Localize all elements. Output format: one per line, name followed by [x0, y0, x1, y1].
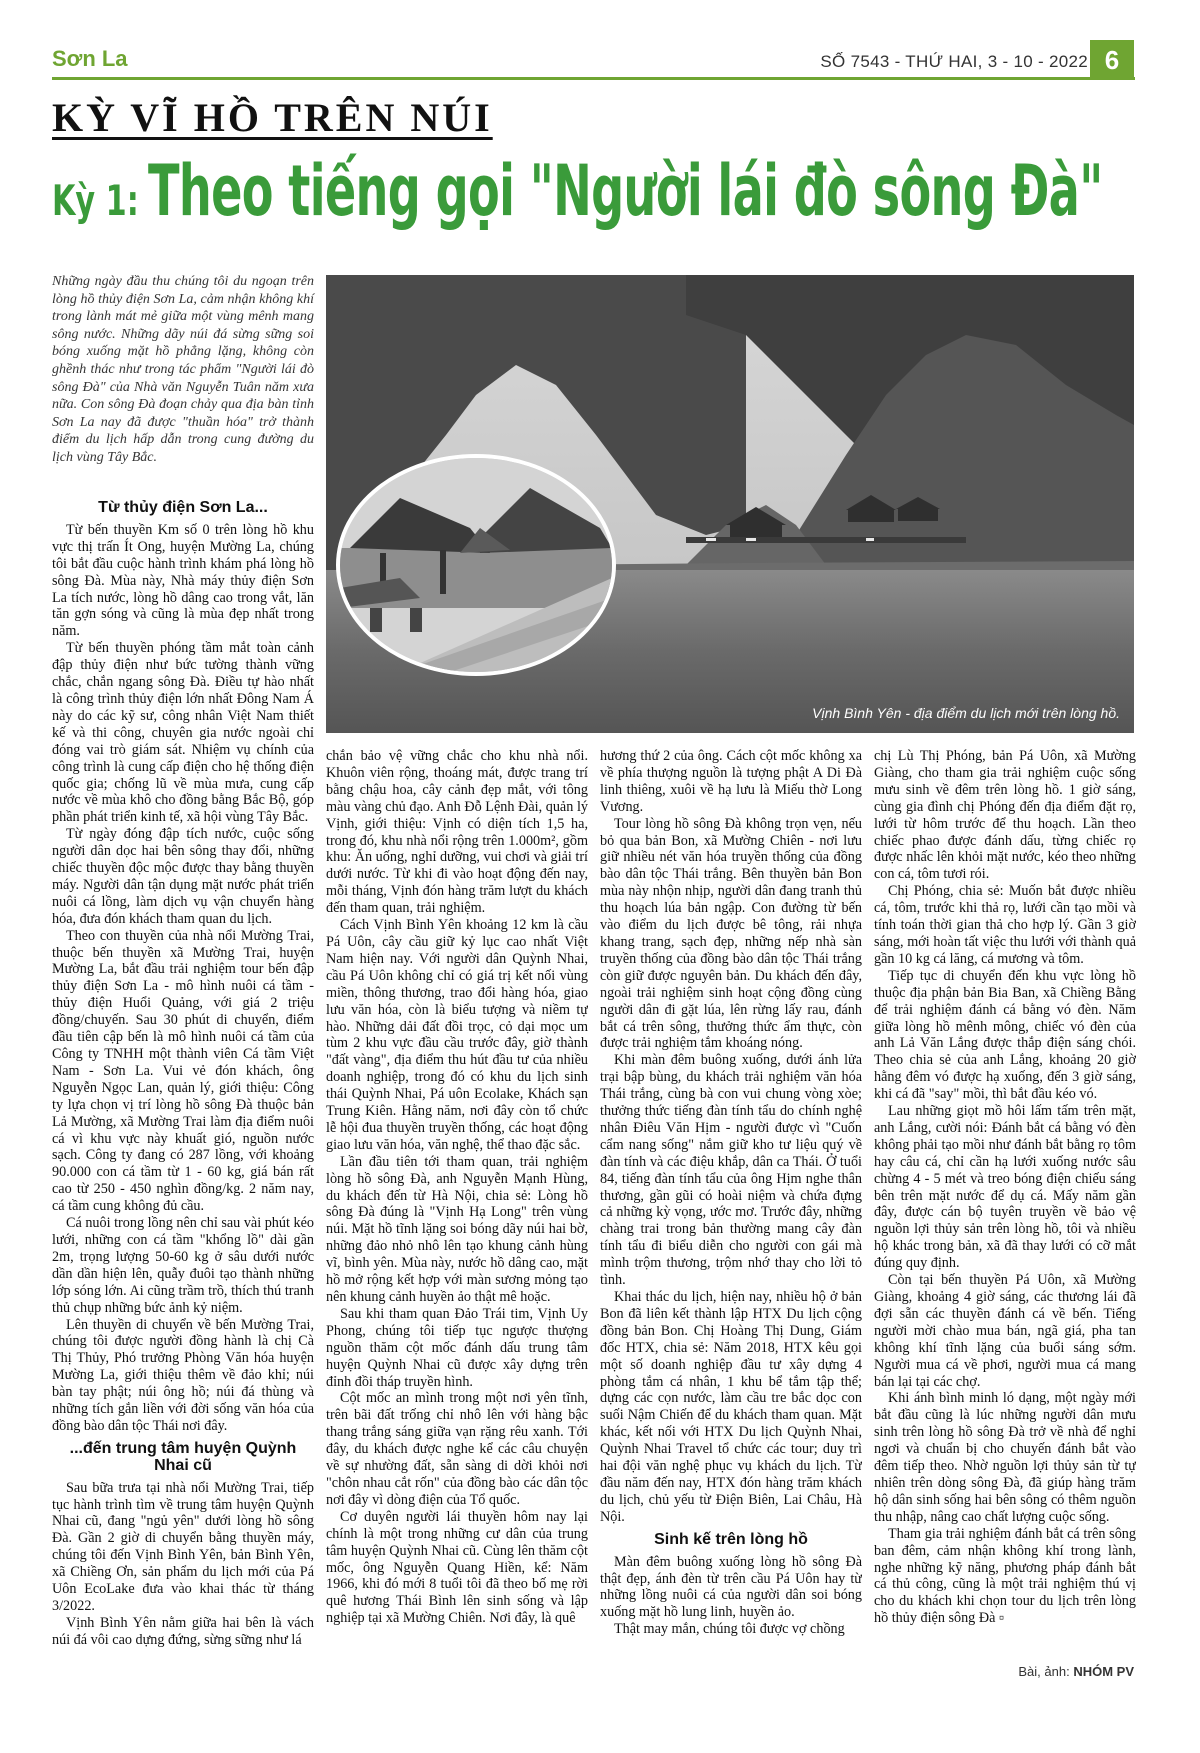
column-1	[52, 494, 314, 1690]
headline	[52, 150, 1142, 232]
photo-caption: Vịnh Bình Yên - địa điểm du lịch mới trên lòng hồ.	[812, 705, 1120, 721]
paragraph: Còn tại bến thuyền Pá Uôn, xã Mường Giàng, khoảng 4 giờ sáng, các thương lái đã đợi sẵn các thuyền đánh cá về bến. Tiếng người mời chào mua bán, ngã giá, pha tan không khí tĩnh lặng của buổi sáng sớm. Người mua cá về phơi, người mua cá mang bán lại tại các chợ.	[874, 1272, 1136, 1390]
paragraph: Từ ngày đóng đập tích nước, cuộc sống người dân dọc hai bên sông thay đổi, những chiếc thuyền độc mộc được thay bằng thuyền máy. Người dân tận dụng mặt nước phát triển nuôi cá lồng, làm dịch vụ vận chuyển hàng hóa, đưa đón khách tham quan du lịch.	[52, 826, 314, 927]
section-label: Sơn La	[52, 46, 128, 71]
column-2	[326, 748, 588, 1690]
inset-photo	[336, 454, 616, 676]
lead-paragraph: Những ngày đầu thu chúng tôi du ngoạn trên lòng hồ thủy điện Sơn La, cảm nhận không khí trong lành mát mẻ giữa một vùng mênh mang sông nước. Những dãy núi đá sừng sững soi bóng xuống mặt hồ phẳng lặng, không còn ghềnh thác như trong tác phẩm "Người lái đò sông Đà" của Nhà văn Nguyễn Tuân năm xưa nữa. Con sông Đà đoạn chảy qua địa bàn tỉnh Sơn La nay đã được "thuần hóa" trở thành điểm du lịch hấp dẫn trong cung đường du lịch vùng Tây Bắc.	[52, 274, 314, 465]
headline-title: Theo tiếng gọi "Người lái đò sông Đà"	[148, 150, 1103, 232]
subhead-3: Sinh kế trên lòng hồ	[654, 1530, 808, 1548]
headline-part: Kỳ 1:	[52, 176, 139, 225]
paragraph: Sau khi tham quan Đảo Trái tim, Vịnh Uy Phong, chúng tôi tiếp tục ngược thượng nguồn thăm cột mốc đánh dấu trung tâm huyện Quỳnh Nhai cũ được xây dựng trên đỉnh đồi tháp truyền hình.	[326, 1305, 588, 1390]
paragraph: Khai thác du lịch, hiện nay, nhiều hộ ở bản Bon đã liên kết thành lập HTX Du lịch cộng đồng bản Bon. Chị Hoàng Thị Dung, Giám đốc HTX, chia sẻ: Năm 2018, HTX kêu gọi một số doanh nghiệp đầu tư xây dựng 4 phòng tắm cá nhân, 1 khu bể tắm tập thể; dựng các cọn nước, làm cầu tre bắc dọc con suối Nậm Chiến để du khách tham quan. Mặt khác, kết nối với HTX Du lịch Quỳnh Nhai, Quỳnh Nhai Travel tổ chức các tour; duy trì hai đội văn nghệ phục vụ khách du lịch. Từ đầu năm đến nay, HTX đón hàng trăm khách du lịch, chủ yếu từ Điện Biên, Lai Châu, Hà Nội.	[600, 1289, 862, 1525]
paragraph: Khi ánh bình minh ló dạng, một ngày mới bắt đầu cũng là lúc những người dân mưu sinh trên lòng hồ sông Đà trở về nhà để nghỉ ngơi và chuẩn bị cho chuyến đánh bắt vào đêm tiếp theo. Nhờ nguồn lợi thủy sản từ tự nhiên trên dòng sông Đà, đã giúp hàng trăm hộ dân sinh sống hai bên sông có thêm nguồn thu nhập, nâng cao chất lượng cuộc sống.	[874, 1390, 1136, 1525]
column-3	[600, 748, 862, 1688]
paragraph: Từ bến thuyền phóng tầm mắt toàn cảnh đập thủy điện như bức tường thành vững chắc, chắn ngang sông Đà. Điều tự hào nhất là công trình thủy điện lớn nhất Đông Nam Á này do các kỹ sư, công nhân Việt Nam thiết kế và thi công, chuyên gia nước ngoài chỉ đóng vai trò giám sát. Nhiệm vụ chính của công trình là cung cấp điện cho hệ thống điện quốc gia; chống lũ về mùa mưa, cung cấp nước về mùa khô cho đồng bằng Bắc Bộ, góp phần phát triển kinh tế, xã hội vùng Tây Bắc.	[52, 640, 314, 826]
series-title: KỲ VĨ HỒ TRÊN NÚI	[52, 95, 493, 140]
paragraph: Màn đêm buông xuống lòng hồ sông Đà thật đẹp, ánh đèn từ trên cầu Pá Uôn hay từ những lồng nuôi cá của người dân soi bóng xuống mặt hồ lung linh, huyền ảo.	[600, 1553, 862, 1621]
paragraph: Lau những giọt mồ hôi lấm tấm trên mặt, anh Lắng, cười nói: Đánh bắt cá bằng vó đèn không phải tạo mồi như đánh bắt bằng rọ tôm hay câu cá, chỉ cần hạ lưới xuống nước sâu chừng 4 - 5 mét và treo bóng điện chiếu sáng bên trên mặt nước để dụ cá. Mấy năm gần đây, được cán bộ tuyên truyền về bảo vệ nguồn lợi thủy sản trên lòng hồ, tôi và nhiều hộ khác trong bản, xã đã thay lưới có cỡ mắt đúng quy định.	[874, 1103, 1136, 1272]
byline-prefix: Bài, ảnh:	[1018, 1664, 1070, 1679]
paragraph: Vịnh Bình Yên nằm giữa hai bên là vách núi đá vôi cao dựng đứng, sừng sững như lá	[52, 1614, 314, 1648]
issue-info: SỐ 7543 - THỨ HAI, 3 - 10 - 2022	[820, 52, 1088, 71]
paragraph: Cơ duyên người lái thuyền hôm nay lại chính là một trong những cư dân của trung tâm huyện Quỳnh Nhai cũ. Cùng lên thăm cột mốc, ông Nguyễn Quang Hiền, kể: Năm 1966, khi đó mới 8 tuổi tôi đã theo bố mẹ rời quê hương Thái Bình lên sinh sống và lập nghiệp tại xã Mường Chiên. Nơi đây, là quê	[326, 1508, 588, 1627]
paragraph: chị Lù Thị Phóng, bản Pá Uôn, xã Mường Giàng, cho tham gia trải nghiệm cuộc sống mưu sinh về đêm trên lòng hồ. 1 giờ sáng, cùng gia đình chị Phóng đến địa điểm đặt rọ, lưới từ hôm trước để thu hoạch. Lần theo chiếc phao được đánh dấu, từng chiếc rọ được nhấc lên khỏi mặt nước, kéo theo những con cá, tôm tươi rói.	[874, 748, 1136, 883]
byline-author: NHÓM PV	[1073, 1664, 1134, 1679]
paragraph: Từ bến thuyền Km số 0 trên lòng hồ khu vực thị trấn Ít Ong, huyện Mường La, chúng tôi bắt đầu cuộc hành trình khám phá lòng hồ sông Đà. Mùa này, Nhà máy thủy điện Sơn La tích nước, lòng hồ dâng cao trong vắt, lăn tăn gợn sóng và cũng là mùa đẹp nhất trong năm.	[52, 521, 314, 640]
paragraph: Tham gia trải nghiệm đánh bắt cá trên sông ban đêm, cảm nhận không khí trong lành, nghe những kỹ năng, phương pháp đánh bắt cá thủ công, cũng là một trải nghiệm thú vị cho du khách khi chọn tour du lịch trên lòng hồ thủy điện sông Đà ▫	[874, 1525, 1136, 1627]
paragraph: Tour lòng hồ sông Đà không trọn vẹn, nếu bỏ qua bản Bon, xã Mường Chiên - nơi lưu giữ nhiều nét văn hóa truyền thống của đồng bào dân tộc Thái trắng. Bên thuyền bản Bon mùa này nhộn nhịp, người dân đang tranh thủ thu hoạch lúa bản ngập. Con đường từ bến vào điểm du lịch được bê tông, rải nhựa khang trang, sạch đẹp, những nếp nhà sàn truyền thống của đồng bào dân tộc Thái trắng còn giữ được nguyên bản. Du khách đến đây, ngoài trải nghiệm sinh hoạt cộng đồng cùng người dân đi gặt lúa, lên rừng lấy rau, đánh bắt cá trên sông, thưởng thức ẩm thực, còn được trải nghiệm tắm khoáng nóng.	[600, 815, 862, 1052]
paragraph: hương thứ 2 của ông. Cách cột mốc không xa về phía thượng nguồn là tượng phật A Di Đà linh thiêng, xuôi về hạ lưu là Miếu thờ Long Vương.	[600, 748, 862, 815]
paragraph: Sau bữa trưa tại nhà nổi Mường Trai, tiếp tục hành trình tìm về trung tâm huyện Quỳnh Nhai cũ, đang "ngủ yên" dưới lòng hồ sông Đà. Gần 2 giờ di chuyển bằng thuyền máy, chúng tôi đến Vịnh Bình Yên, bản Bình Yên, xã Chiềng Ơn, sản phẩm du lịch mới của Pá Uôn EcoLake đưa vào khai thác từ tháng 3/2022.	[52, 1479, 314, 1614]
floating-house-image	[340, 458, 612, 672]
paragraph: chắn bảo vệ vững chắc cho khu nhà nổi. Khuôn viên rộng, thoáng mát, được trang trí bằng chậu hoa, cây cảnh đẹp mắt, với tông màu vàng chủ đạo. Anh Đỗ Lệnh Đài, quản lý Vịnh, giới thiệu: Vịnh có diện tích 1,5 ha, trong đó, khu nhà nổi rộng trên 1.000m², gồm khu: Ăn uống, nghỉ dưỡng, vui chơi và giải trí dưới nước. Từ khi đi vào hoạt động đến nay, mỗi tháng, Vịnh đón hàng trăm lượt du khách đến tham quan, trải nghiệm.	[326, 748, 588, 917]
paragraph: Theo con thuyền của nhà nổi Mường Trai, thuộc bến thuyền xã Mường Trai, huyện Mường La, bắt đầu trải nghiệm tour bến đập thủy điện Sơn La - mô hình nuôi cá tầm - thủy điện Huổi Quảng, với giá 2 triệu đồng/chuyến. Sau 30 phút di chuyển, điểm đầu tiên cập bến là mô hình nuôi cá tầm của Công ty TNHH một thành viên Cá tầm Việt Nam - Sơn La. Vui vẻ đón khách, ông Nguyễn Ngọc Lan, quản lý, giới thiệu: Công ty lựa chọn vị trí lòng hồ sông Đà thuộc bản Lả Mường, xã Mường Trai làm địa điểm nuôi cá vì khu vực này khuất gió, nguồn nước sạch. Công ty đang có 287 lồng, với khoảng 90.000 con cá tầm từ 1 - 60 kg, giá bán rất cao từ 250 - 450 nghìn đồng/kg. 2 năm nay, cá tầm cung không đủ cầu.	[52, 927, 314, 1215]
page-number-badge: 6	[1090, 40, 1134, 80]
paragraph: Chị Phóng, chia sẻ: Muốn bắt được nhiều cá, tôm, trước khi thả rọ, lưới cần tạo mồi và tính toán thời gian thả cho hợp lý. Gần 3 giờ sáng, mới hoàn tất việc thu lưới với thành quả gần 10 kg cá lăng, cá mương và tôm.	[874, 883, 1136, 967]
paragraph: Lần đầu tiên tới tham quan, trải nghiệm lòng hồ sông Đà, anh Nguyễn Mạnh Hùng, du khách đến từ Hà Nội, chia sẻ: Lòng hồ sông Đà đúng là "Vịnh Hạ Long" trên vùng núi. Mặt hồ tĩnh lặng soi bóng dãy núi hai bờ, những đảo nhỏ nhô lên tạo khung cảnh hùng vĩ, bình yên. Mùa này, nước hồ dâng cao, mặt hồ mở rộng kết hợp với màn sương mỏng tạo nên khung cảnh huyền ảo thật mê hoặc.	[326, 1153, 588, 1305]
paragraph: Thật may mắn, chúng tôi được vợ chồng	[614, 1621, 845, 1638]
paragraph: Cột mốc an mình trong một nơi yên tĩnh, trên bãi đất trống chỉ nhô lên với hàng bậc thang trắng sáng giữa vạn rặng rêu xanh. Tới đây, du khách được nghe kể các câu chuyện về sự nhường đất, sẵn sàng di dời khỏi nơi "chôn nhau cắt rốn" của đồng bào các dân tộc nơi đây vì dòng điện của Tổ quốc.	[326, 1390, 588, 1508]
paragraph: Khi màn đêm buông xuống, dưới ánh lửa trại bập bùng, du khách trải nghiệm văn hóa Thái trắng, cùng bà con vui chung vòng xòe; thưởng thức tiếng đàn tính tẩu do chính nghệ nhân Điêu Văn Hịm - người được vì "Cuốn cẩm nang sống" nắm giữ kho tư liệu quý về đàn tính và các điệu khắp, dân ca Thái. Ở tuổi 84, tiếng đàn tính tẩu của ông Hịm nghe thân thương, gần gũi có hoài niệm và chứa đựng cả những kỳ vọng, ước mơ. Trước đây, những chàng trai trong bản thường mang cây đàn tính tẩu đi biểu diễn cho người con gái mà mình trộm thương, trộm nhớ thay cho lời tỏ tình.	[600, 1052, 862, 1289]
paragraph: Cá nuôi trong lồng nên chỉ sau vài phút kéo lưới, những con cá tầm "khổng lồ" dài gần 2m, trọng lượng 50-60 kg ở sâu dưới nước dần dần hiện lên, quẫy đuôi tạo thành những lớp sóng lớn. Ai cũng trầm trồ, thích thú tranh thủ chụp những bức ảnh kỷ niệm.	[52, 1215, 314, 1316]
paragraph: Cách Vịnh Bình Yên khoảng 12 km là cầu Pá Uôn, cây cầu giữ kỷ lục cao nhất Việt Nam hiện nay. Với người dân Quỳnh Nhai, cầu Pá Uôn không chỉ có giá trị kết nối vùng miền, thông thương, trao đổi hàng hóa, giao lưu văn hóa, còn là biểu tượng và niềm tự hào. Những dải đất đồi trọc, cỏ dại mọc um tùm 2 khu vực đầu cầu trước đây, giờ thành "đất vàng", địa điểm thu hút đầu tư của nhiều doanh nghiệp, trong đó có khu du lịch sinh thái Quỳnh Nhai, Pá uôn Ecolake, Khách sạn Trung Kiên. Hằng năm, nơi đây còn tổ chức lễ hội đua thuyền truyền thống, các hoạt động giao lưu văn hóa, văn nghệ, thể thao đặc sắc.	[326, 917, 588, 1153]
paragraph: Lên thuyền di chuyển về bến Mường Trai, chúng tôi được người đồng hành là chị Cà Thị Thủy, Phó trưởng Phòng Văn hóa huyện Mường La, giới thiệu thêm về đảo khỉ; núi bàn tay phật; núi ông hồ; núi đá thùng và những tích gắn liền với đời sống văn hóa của đồng bào dân tộc Thái nơi đây.	[52, 1316, 314, 1434]
column-4	[874, 748, 1136, 1662]
subhead-2: ...đến trung tâm huyện Quỳnh Nhai cũ	[69, 1439, 297, 1474]
header-rule	[52, 77, 1135, 80]
byline	[1018, 1664, 1134, 1679]
paragraph: Tiếp tục di chuyển đến khu vực lòng hồ thuộc địa phận bản Bia Ban, xã Chiềng Bằng để trải nghiệm đánh cá bằng vó đèn. Năm giữa lòng hồ mênh mông, chiếc vó đèn của anh Lả Văn Lắng được thắp điện sáng chói. Theo chia sẻ của anh Lắng, khoảng 20 giờ hằng đêm vó được hạ xuống, đến 3 giờ sáng, khi cá đã "say" mồi, thì bắt đầu kéo vó.	[874, 967, 1136, 1103]
subhead-1: Từ thủy điện Sơn La...	[98, 499, 268, 516]
